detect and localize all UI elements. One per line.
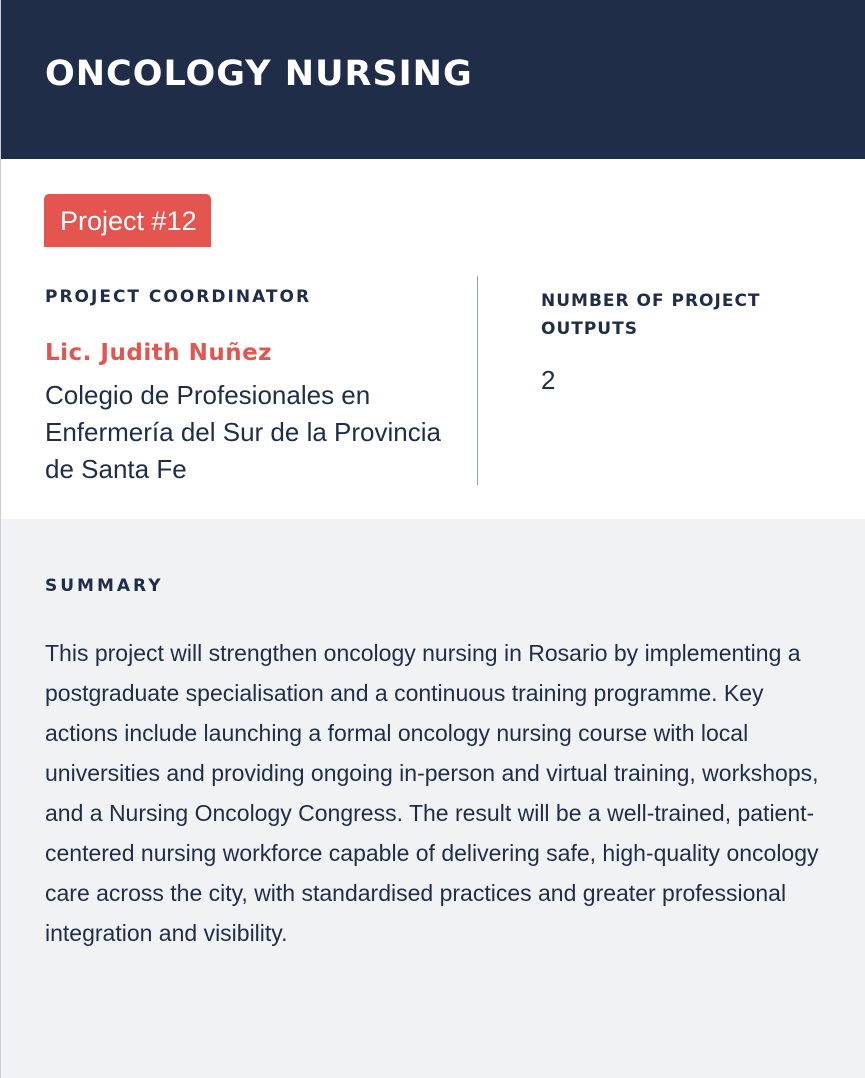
summary-label: SUMMARY: [45, 576, 164, 596]
coordinator-organization: Colegio de Profesionales en Enfermería del Sur de la Provincia de Santa Fe: [45, 380, 441, 484]
page-title: ONCOLOGY NURSING: [45, 54, 473, 94]
outputs-label: NUMBER OF PROJECT OUTPUTS: [541, 291, 761, 339]
column-divider: [477, 276, 478, 485]
header-banner: [1, 0, 865, 159]
coordinator-label: PROJECT COORDINATOR: [45, 287, 312, 307]
summary-text: This project will strengthen oncology nursing in Rosario by implementing a postgraduate specialisation and a continuous training programme. Key actions include launching a formal oncology nursing course with local universities and providing ongoing in-person and virtual training, workshops, and a Nursing Oncology Congress. The result will be a well-trained, patient-centered nursing workforce capable of delivering safe, high-quality oncology care across the city, with standardised practices and greater professional integration and visibility.: [45, 640, 819, 946]
summary-section: [1, 519, 865, 1078]
project-number-badge: Project #12: [44, 194, 211, 247]
coordinator-name: Lic. Judith Nuñez: [45, 340, 273, 366]
outputs-value: 2: [541, 365, 556, 395]
